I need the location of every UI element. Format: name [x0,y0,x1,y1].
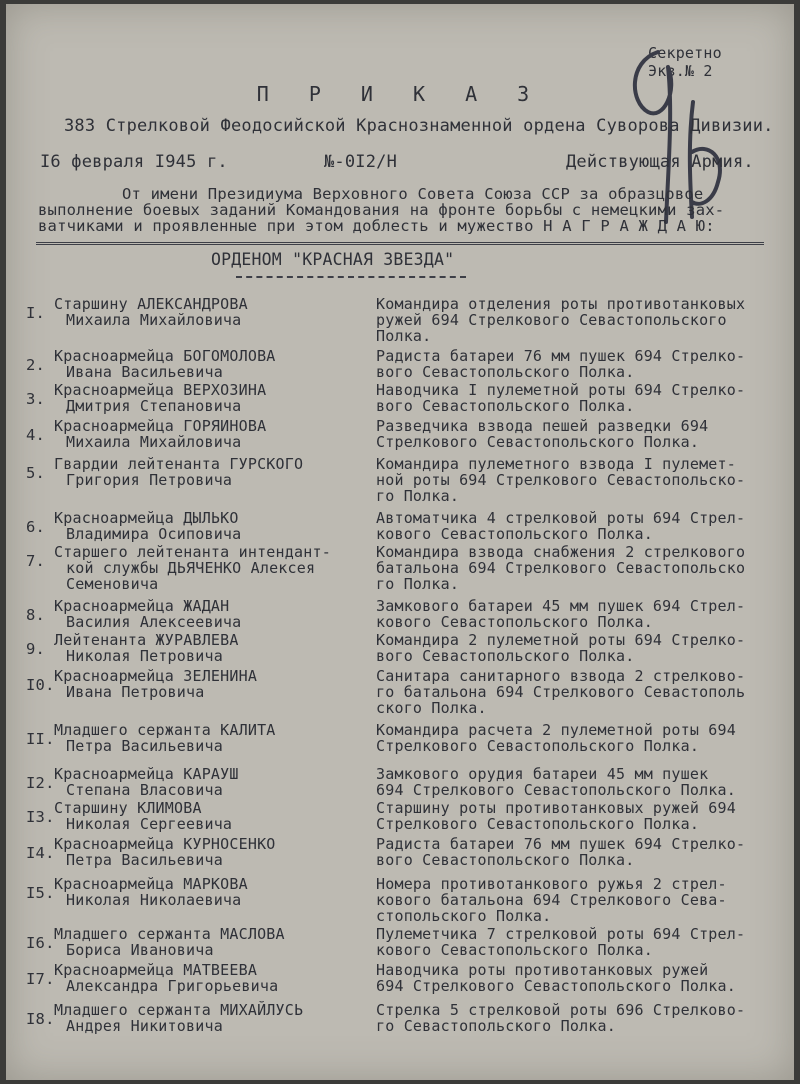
awardee-position-line: Полка. [376,327,432,345]
awardee-name-line: Красноармейца ДЫЛЬКО [54,509,239,527]
awardee-position-line: вого Севастопольского Полка. [376,363,635,381]
entry-number: II. [26,730,55,748]
awardee-name-line: Красноармейца ВЕРХОЗИНА [54,381,267,399]
entry-number: 4. [26,426,46,444]
entry-number: I6. [26,934,55,952]
awardee-name [54,962,384,994]
awardee-name-line: Андрея Никитовича [66,1017,223,1035]
awardee-name-line: Ивана Васильевича [66,363,223,381]
awardee-name-line: Красноармейца КУРНОСЕНКО [54,835,276,853]
awardee-position-line: Радиста батареи 76 мм пушек 694 Стрелко- [376,835,746,853]
entry-number: I. [26,304,46,322]
awardee-position-line: 694 Стрелкового Севастопольского Полка. [376,781,736,799]
order-name: ОРДЕНОМ "КРАСНАЯ ЗВЕЗДА" [211,250,455,269]
awardee-position [376,722,794,754]
preamble-line: выполнение боевых заданий Командования на фронте борьбы с немецкими зах- [38,201,725,219]
awardee-name [54,1002,384,1034]
awardee-position [376,962,794,994]
awardee-name-line: Старшего лейтенанта интендант- [54,543,331,561]
awardee-position [376,382,794,414]
awardee-position-line: Наводчика роты противотанковых ружей [376,961,709,979]
awardee-name-line: Красноармейца КАРАУШ [54,765,239,783]
awardee-name [54,800,384,832]
awardee-name [54,348,384,380]
awardee-name-line: Александра Григорьевича [66,977,279,995]
awardee-name-line: Красноармейца ГОРЯИНОВА [54,417,267,435]
awardee-name [54,668,384,700]
divider [236,276,466,278]
awardee-name [54,418,384,450]
document-page [6,4,794,1080]
awardee-position-line: го Полка. [376,487,460,505]
awardee-position [376,348,794,380]
awardee-name-line: Бориса Ивановича [66,941,214,959]
awardee-position [376,544,794,592]
awardee-position [376,800,794,832]
awardee-name-line: Старшину КЛИМОВА [54,799,202,817]
awardee-name [54,722,384,754]
entry-number: 6. [26,518,46,536]
awardee-name-line: Красноармейца МАРКОВА [54,875,248,893]
awardee-name-line: Красноармейца МАТВЕЕВА [54,961,258,979]
awardee-name-line: Григория Петровича [66,471,233,489]
awardee-position-line: ского Полка. [376,699,487,717]
army-name: Действующая Армия. [566,152,754,172]
awardee-position [376,766,794,798]
awardee-position-line: Командира взвода снабжения 2 стрелкового [376,543,746,561]
awardee-position [376,836,794,868]
awardee-position-line: Стрелкового Севастопольского Полка. [376,815,700,833]
entry-number: I7. [26,970,55,988]
entry-number: 9. [26,640,46,658]
awardee-name-line: Младшего сержанта МАСЛОВА [54,925,285,943]
division-name: 383 Стрелковой Феодосийской Краснознаменной ордена Суворова Дивизии. [64,116,774,136]
awardee-position-line: батальона 694 Стрелкового Севастопольско [376,559,746,577]
awardee-name [54,598,384,630]
awardee-name [54,876,384,908]
awardee-position-line: Стрелка 5 стрелковой роты 696 Стрелково- [376,1001,746,1019]
awardee-name-line: Дмитрия Степановича [66,397,242,415]
awardee-position-line: го Полка. [376,575,460,593]
awardee-name [54,510,384,542]
awardee-position [376,418,794,450]
awardee-position [376,668,794,716]
awardee-name-line: Красноармейца ЖАДАН [54,597,230,615]
awardee-position [376,296,794,344]
awardee-position-line: кового Севастопольского Полка. [376,525,653,543]
document-title: П Р И К А З [256,82,544,106]
awardee-position-line: Санитара санитарного взвода 2 стрелково- [376,667,746,685]
awardee-position-line: вого Севастопольского Полка. [376,397,635,415]
awardee-position-line: ружей 694 Стрелкового Севастопольского [376,311,727,329]
awardee-position-line: го Севастопольского Полка. [376,1017,616,1035]
copy-number: Экз.№ 2 [648,62,713,80]
entry-number: I3. [26,808,55,826]
awardee-position-line: вого Севастопольского Полка. [376,647,635,665]
awardee-name-line: кой службы ДЬЯЧЕНКО Алексея [66,559,316,577]
awardee-position [376,1002,794,1034]
awardee-position-line: Стрелкового Севастопольского Полка. [376,433,700,451]
awardee-position-line: Командира пулеметного взвода I пулемет- [376,455,736,473]
entry-number: I2. [26,774,55,792]
entry-number: 8. [26,606,46,624]
awardee-name [54,382,384,414]
entry-number: 3. [26,390,46,408]
awardee-position-line: вого Севастопольского Полка. [376,851,635,869]
awardee-name-line: Степана Власовича [66,781,223,799]
awardee-position-line: Стрелкового Севастопольского Полка. [376,737,700,755]
entry-number: I4. [26,844,55,862]
awardee-name-line: Николая Николаевича [66,891,242,909]
awardee-position [376,456,794,504]
awardee-position-line: Разведчика взвода пешей разведки 694 [376,417,709,435]
awardee-name [54,632,384,664]
awardee-position-line: кового батальона 694 Стрелкового Сева- [376,891,727,909]
awardee-position-line: 694 Стрелкового Севастопольского Полка. [376,977,736,995]
awardee-position-line: Командира расчета 2 пулеметной роты 694 [376,721,736,739]
entry-number: 7. [26,552,46,570]
awardee-name-line: Михаила Михайловича [66,433,242,451]
awardee-name [54,456,384,488]
awardee-position-line: Пулеметчика 7 стрелковой роты 694 Стрел- [376,925,746,943]
order-number: №-0I2/Н [324,152,398,172]
awardee-position [376,926,794,958]
divider [36,242,764,245]
awardee-name-line: Лейтенанта ЖУРАВЛЕВА [54,631,239,649]
awardee-name-line: Ивана Петровича [66,683,205,701]
awardee-name [54,926,384,958]
awardee-name-line: Петра Васильевича [66,737,223,755]
awardee-name-line: Старшину АЛЕКСАНДРОВА [54,295,248,313]
awardee-position-line: Замкового орудия батареи 45 мм пушек [376,765,709,783]
entry-number: I0. [26,676,55,694]
entry-number: 2. [26,356,46,374]
awardee-position [376,510,794,542]
awardee-name-line: Николая Петровича [66,647,223,665]
awardee-position [376,876,794,924]
secrecy-label: Секретно [648,44,722,62]
awardee-position-line: Номера противотанкового ружья 2 стрел- [376,875,727,893]
awardee-name [54,544,384,592]
awardee-name-line: Гвардии лейтенанта ГУРСКОГО [54,455,304,473]
awardee-position-line: Автоматчика 4 стрелковой роты 694 Стрел- [376,509,746,527]
awardee-position-line: кового Севастопольского Полка. [376,941,653,959]
awardee-name [54,296,384,328]
preamble-line: ватчиками и проявленные при этом доблесть и мужество Н А Г Р А Ж Д А Ю: [38,217,715,235]
awardee-name-line: Младшего сержанта КАЛИТА [54,721,276,739]
awardee-position-line: Замкового батареи 45 мм пушек 694 Стрел- [376,597,746,615]
awardee-position-line: Командира 2 пулеметной роты 694 Стрелко- [376,631,746,649]
awardee-position [376,598,794,630]
awardee-name [54,836,384,868]
awardee-name-line: Петра Васильевича [66,851,223,869]
awardee-position-line: Старшину роты противотанковых ружей 694 [376,799,736,817]
order-date: I6 февраля I945 г. [40,152,228,172]
awardee-position [376,632,794,664]
awardee-name-line: Владимира Осиповича [66,525,242,543]
awardee-position-line: стопольского Полка. [376,907,552,925]
awardee-position-line: Наводчика I пулеметной роты 694 Стрелко- [376,381,746,399]
awardee-name-line: Красноармейца БОГОМОЛОВА [54,347,276,365]
preamble [38,186,768,234]
entry-number: 5. [26,464,46,482]
awardee-position-line: Командира отделения роты противотанковых [376,295,746,313]
awardee-position-line: ной роты 694 Стрелкового Севастопольско- [376,471,746,489]
awardee-name-line: Младшего сержанта МИХАЙЛУСЬ [54,1001,304,1019]
entry-number: I8. [26,1010,55,1028]
awardee-name-line: Семеновича [66,575,159,593]
awardee-name-line: Николая Сергеевича [66,815,233,833]
entry-number: I5. [26,884,55,902]
awardee-position-line: Радиста батареи 76 мм пушек 694 Стрелко- [376,347,746,365]
awardee-name-line: Василия Алексеевича [66,613,242,631]
awardee-position-line: кового Севастопольского Полка. [376,613,653,631]
awardee-name [54,766,384,798]
awardee-position-line: го батальона 694 Стрелкового Севастополь [376,683,746,701]
preamble-line: От имени Президиума Верховного Совета Союза ССР за образцовое [122,185,704,203]
awardee-name-line: Михаила Михайловича [66,311,242,329]
awardee-name-line: Красноармейца ЗЕЛЕНИНА [54,667,258,685]
